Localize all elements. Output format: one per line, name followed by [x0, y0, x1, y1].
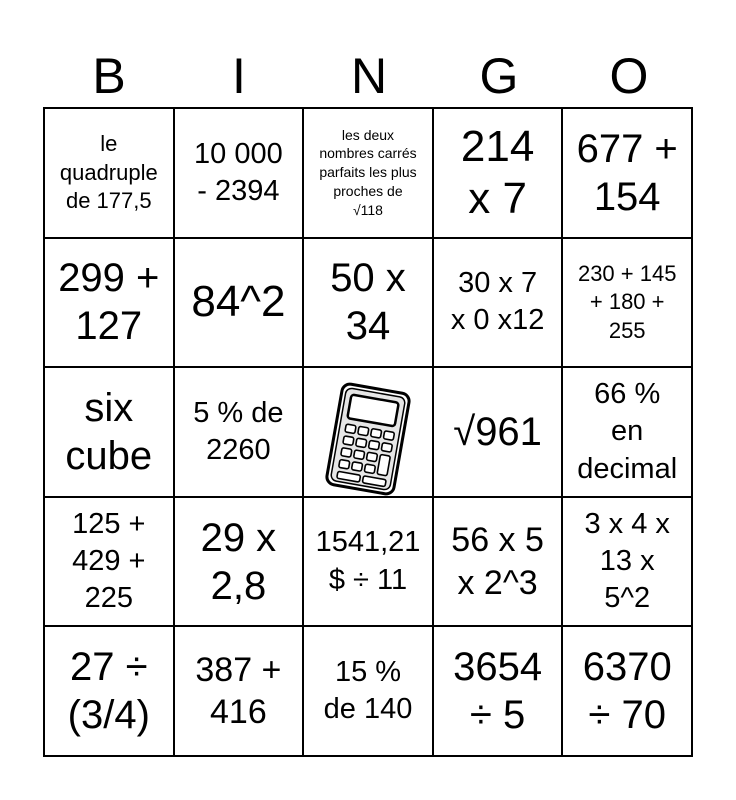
bingo-cell-i3[interactable]	[174, 367, 304, 497]
bingo-cell-o3[interactable]	[562, 367, 692, 497]
header-letter-g: G	[479, 48, 519, 104]
cell-text: les deux nombres carrés parfaits les plus proches de √118	[319, 126, 417, 219]
cell-text: 27 ÷ (3/4)	[67, 645, 150, 738]
cell-text: 299 + 127	[58, 256, 160, 349]
bingo-header	[44, 48, 694, 104]
cell-text: 677 + 154	[576, 126, 678, 219]
bingo-cell-i2[interactable]	[174, 238, 304, 368]
cell-text: 387 + 416	[195, 650, 282, 732]
cell-text: 1541,21 $ ÷ 11	[315, 526, 421, 596]
header-letter-b: B	[92, 48, 126, 104]
bingo-cell-n1[interactable]	[303, 108, 433, 238]
bingo-cell-free-space[interactable]	[303, 367, 433, 497]
bingo-card	[43, 107, 693, 757]
bingo-cell-g1[interactable]	[433, 108, 563, 238]
bingo-cell-i1[interactable]	[174, 108, 304, 238]
bingo-cell-g4[interactable]	[433, 497, 563, 627]
cell-text: 15 % de 140	[323, 656, 413, 726]
cell-text: le quadruple de 177,5	[59, 130, 158, 214]
cell-text: 214 x 7	[460, 121, 535, 223]
cell-text: 10 000 - 2394	[194, 137, 283, 207]
cell-text: 3 x 4 x 13 x 5^2	[584, 507, 670, 615]
header-letter-i: I	[232, 48, 246, 104]
cell-text: 30 x 7 x 0 x12	[450, 267, 545, 337]
bingo-cell-n2[interactable]	[303, 238, 433, 368]
cell-text: 230 + 145 + 180 + 255	[577, 260, 677, 343]
bingo-cell-n4[interactable]	[303, 497, 433, 627]
cell-text: 84^2	[191, 277, 286, 327]
cell-text: 29 x 2,8	[200, 515, 277, 608]
bingo-cell-o4[interactable]	[562, 497, 692, 627]
bingo-cell-i5[interactable]	[174, 626, 304, 756]
cell-text: 3654 ÷ 5	[453, 645, 543, 738]
cell-text: 125 + 429 + 225	[72, 507, 146, 615]
calculator-icon	[316, 367, 420, 497]
bingo-cell-o5[interactable]	[562, 626, 692, 756]
bingo-cell-g3[interactable]	[433, 367, 563, 497]
cell-text: 66 % en decimal	[577, 378, 678, 485]
bingo-cell-o2[interactable]	[562, 238, 692, 368]
cell-text: six cube	[65, 385, 153, 478]
cell-text: √961	[453, 409, 542, 454]
cell-text: 50 x 34	[330, 256, 406, 349]
bingo-cell-o1[interactable]	[562, 108, 692, 238]
bingo-cell-b2[interactable]	[44, 238, 174, 368]
header-letter-n: N	[350, 48, 388, 104]
bingo-cell-b1[interactable]	[44, 108, 174, 238]
bingo-cell-g2[interactable]	[433, 238, 563, 368]
cell-text: 6370 ÷ 70	[582, 645, 672, 738]
cell-text: 5 % de 2260	[193, 396, 284, 466]
cell-text: 56 x 5 x 2^3	[451, 521, 544, 602]
bingo-cell-b3[interactable]	[44, 367, 174, 497]
bingo-cell-n5[interactable]	[303, 626, 433, 756]
bingo-cell-b4[interactable]	[44, 497, 174, 627]
bingo-cell-b5[interactable]	[44, 626, 174, 756]
bingo-cell-g5[interactable]	[433, 626, 563, 756]
header-letter-o: O	[609, 48, 649, 104]
bingo-cell-i4[interactable]	[174, 497, 304, 627]
